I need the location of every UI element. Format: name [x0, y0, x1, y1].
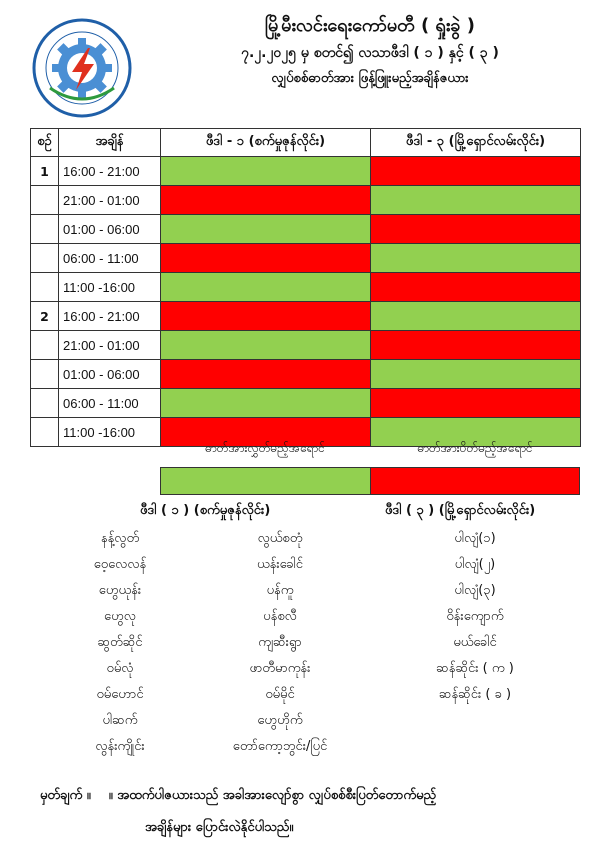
- feeder-3-status-cell: [371, 157, 581, 186]
- row-number: [31, 360, 59, 389]
- location-item: ဆန်ဆိုင်း ( ခ ): [438, 687, 512, 702]
- footnote-line-2: အချိန်များ ပြောင်းလဲနိုင်ပါသည်။: [145, 820, 294, 835]
- table-row: [31, 157, 581, 186]
- location-item: ဖာတီမာကုန်း: [249, 661, 311, 676]
- table-row: [31, 389, 581, 418]
- feeder-1-status-cell: [161, 273, 371, 302]
- location-item: လွန်းကျိုင်း: [95, 739, 145, 754]
- feeder-1-locations-heading: ဖီဒါ ( ၁ ) (စက်မှုဇုန်လိုင်း): [140, 503, 271, 518]
- footnote: [40, 780, 580, 844]
- feeder-3-status-cell: [371, 389, 581, 418]
- table-row: [31, 244, 581, 273]
- header-time: အချိန်: [59, 129, 161, 157]
- legend-on-swatch: [160, 467, 371, 495]
- feeder-1-status-cell: [161, 157, 371, 186]
- row-number: [31, 331, 59, 360]
- header-no: စဉ်: [31, 129, 59, 157]
- row-number: 2: [31, 302, 59, 331]
- location-item: ပါလျံ(၁): [454, 531, 496, 546]
- feeder-3-locations-heading: ဖီဒါ ( ၃ ) (မြို့ရှောင်လမ်းလိုင်း): [385, 503, 536, 518]
- location-item: ပါဆက်: [102, 713, 138, 728]
- row-number: [31, 418, 59, 447]
- time-slot: 06:00 - 11:00: [59, 244, 161, 273]
- location-item: ဝမ်ဟောင်: [96, 687, 144, 702]
- locations-column-3: [405, 526, 545, 708]
- time-slot: 01:00 - 06:00: [59, 215, 161, 244]
- time-slot: 11:00 -16:00: [59, 418, 161, 447]
- feeder-3-status-cell: [371, 215, 581, 244]
- legend-on-label: ဓာတ်အားလွှတ်မည့်အရောင်: [205, 441, 325, 455]
- footnote-line-1: ။ အထက်ပါဇယားသည် အခါအားလျော်စွာ လျှပ်စစ်စီးပြတ်တောက်မည့်: [108, 788, 437, 803]
- location-item: ဆွတ်ဆိုင်: [97, 635, 143, 650]
- time-slot: 01:00 - 06:00: [59, 360, 161, 389]
- row-number: [31, 186, 59, 215]
- feeder-3-status-cell: [371, 331, 581, 360]
- time-slot: 11:00 -16:00: [59, 273, 161, 302]
- location-item: ဟွေယုန်း: [98, 583, 142, 598]
- table-row: [31, 186, 581, 215]
- schedule-table: [30, 128, 581, 447]
- legend-off-label: ဓာတ်အားပိတ်မည့်အရောင်: [417, 441, 533, 455]
- table-header-row: [31, 129, 581, 157]
- legend-off-swatch: [370, 467, 580, 495]
- feeder-3-status-cell: [371, 360, 581, 389]
- time-slot: 21:00 - 01:00: [59, 186, 161, 215]
- feeder-1-status-cell: [161, 215, 371, 244]
- location-item: ပါလျံ(၃): [454, 583, 496, 598]
- location-item: ဝမ်မိုင်: [265, 687, 295, 702]
- location-item: တော်ကော့ဘွင်း/ပြင်: [232, 739, 328, 754]
- location-item: ဟွေဟိုက်: [257, 713, 303, 728]
- table-row: [31, 273, 581, 302]
- feeder-3-status-cell: [371, 186, 581, 215]
- logo: [32, 18, 132, 118]
- location-item: ဆန်ဆိုင်း ( က ): [436, 661, 514, 676]
- page-title: မြို့မီးလင်းရေးကော်မတီ ( ရှုံးခွဲ ): [265, 15, 475, 36]
- location-item: ယန်းခေါင်: [257, 557, 303, 572]
- page-subtitle: ၇.၂.၂၀၂၅ မှ စတင်၍ လသာဖီဒါ ( ၁ ) နှင့် ( ၃ ): [241, 45, 499, 61]
- location-item: မယ်ခေါင်: [453, 635, 497, 650]
- location-item: ပါလျံ(၂): [454, 557, 496, 572]
- header-feeder-3: ဖီဒါ - ၃ (မြို့ရှောင်လမ်းလိုင်း): [371, 129, 581, 157]
- row-number: [31, 273, 59, 302]
- table-row: [31, 215, 581, 244]
- row-number: [31, 215, 59, 244]
- feeder-3-status-cell: [371, 273, 581, 302]
- table-row: [31, 360, 581, 389]
- time-slot: 21:00 - 01:00: [59, 331, 161, 360]
- time-slot: 16:00 - 21:00: [59, 157, 161, 186]
- location-item: ဟွေလု: [104, 609, 136, 624]
- feeder-3-status-cell: [371, 302, 581, 331]
- location-item: ပန်ကူ: [266, 583, 294, 598]
- location-item: ဝမ်လုံ: [106, 661, 134, 676]
- page-subtitle-2: လျှပ်စစ်ဓာတ်အား ဖြန့်ဖြူးမည့်အချိန်ဇယား: [271, 71, 469, 86]
- location-item: နန့်လွတ်: [100, 531, 140, 546]
- feeder-1-status-cell: [161, 302, 371, 331]
- feeder-1-status-cell: [161, 360, 371, 389]
- feeder-1-status-cell: [161, 244, 371, 273]
- location-item: ဝိန်းကျောက်: [446, 609, 504, 624]
- electric-gear-emblem-icon: [32, 18, 132, 118]
- footnote-label: မှတ်ချက် ။: [40, 788, 91, 803]
- feeder-3-status-cell: [371, 244, 581, 273]
- row-number: [31, 389, 59, 418]
- feeder-1-status-cell: [161, 186, 371, 215]
- locations-column-1: [55, 526, 185, 760]
- feeder-1-status-cell: [161, 331, 371, 360]
- table-row: [31, 331, 581, 360]
- time-slot: 06:00 - 11:00: [59, 389, 161, 418]
- feeder-1-status-cell: [161, 389, 371, 418]
- time-slot: 16:00 - 21:00: [59, 302, 161, 331]
- document-header: [150, 12, 590, 92]
- location-item: လွယ်စတုံ: [257, 531, 303, 546]
- locations-column-2: [205, 526, 355, 760]
- row-number: 1: [31, 157, 59, 186]
- header-feeder-1: ဖီဒါ - ၁ (စက်မှုဇုန်လိုင်း): [161, 129, 371, 157]
- location-item: ပန်စလီ: [263, 609, 297, 624]
- table-row: [31, 302, 581, 331]
- row-number: [31, 244, 59, 273]
- location-item: ကျဆီးရွာ: [258, 635, 302, 650]
- location-item: ဝေ့လေလန်: [93, 557, 147, 572]
